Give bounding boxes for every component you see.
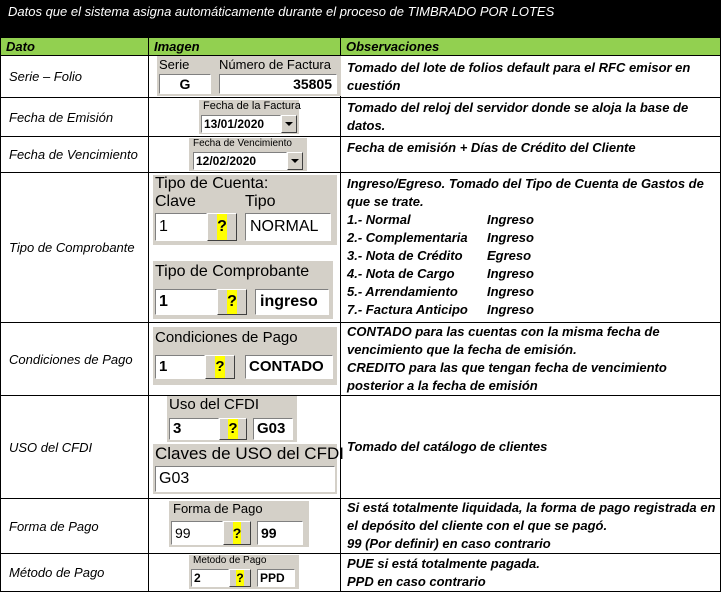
obs-metodo: [341, 554, 721, 592]
image-forma: [149, 499, 341, 554]
table-row: [1, 173, 721, 323]
obs-condiciones-contado: CONTADO para las cuentas con la misma fecha de vencimiento que la fecha de emisión.: [347, 324, 660, 357]
header-dato: Dato: [1, 38, 149, 56]
emision-date-field[interactable]: 13/01/2020: [201, 115, 281, 133]
list-item-name: 4.- Nota de Cargo: [347, 266, 455, 281]
dato-condiciones: Condiciones de Pago: [1, 323, 149, 396]
condiciones-panel: [153, 327, 337, 385]
question-icon: ?: [233, 522, 242, 544]
clave-label: Clave: [155, 193, 196, 210]
table-row: [1, 396, 721, 499]
dato-comprobante: Tipo de Comprobante: [1, 173, 149, 323]
image-emision: [149, 98, 341, 137]
list-item-kind: Ingreso: [487, 266, 534, 281]
header-observaciones: Observaciones: [341, 38, 721, 56]
table-row: [1, 554, 721, 592]
info-table: [0, 37, 721, 592]
obs-forma-liquidada: Si está totalmente liquidada, la forma de pago registrada en el depósito del cliente con el que se pagó.: [347, 500, 716, 533]
question-icon: ?: [236, 571, 244, 585]
cuenta-label: Tipo de Cuenta:: [155, 175, 269, 192]
list-item-name: 7.- Factura Anticipo: [347, 302, 468, 317]
obs-forma: [341, 499, 721, 554]
claves-cfdi-label: Claves de USO del CFDI: [155, 444, 344, 463]
obs-forma-contrario: 99 (Por definir) en caso contrario: [347, 536, 551, 551]
chevron-down-icon[interactable]: [287, 152, 303, 170]
forma-panel: [169, 501, 309, 547]
vencimiento-panel: [189, 138, 307, 171]
dato-vencimiento: Fecha de Vencimiento: [1, 137, 149, 173]
search-button[interactable]: [217, 289, 247, 315]
folio-field[interactable]: 35805: [219, 74, 337, 94]
tipo-label: Tipo: [245, 193, 276, 210]
cuenta-clave-field[interactable]: 1: [155, 213, 207, 241]
metodo-clave-field[interactable]: 2: [191, 569, 229, 587]
cfdi-label: Uso del CFDI: [169, 396, 260, 413]
header-row: [1, 38, 721, 56]
dato-metodo: Método de Pago: [1, 554, 149, 592]
image-comprobante: [149, 173, 341, 323]
cuenta-panel: [153, 175, 337, 245]
question-icon: ?: [215, 356, 224, 378]
emision-label: Fecha de la Factura: [203, 100, 301, 112]
cfdi-panel: [167, 396, 297, 442]
cfdi-clave-field[interactable]: 3: [169, 418, 219, 440]
dato-emision: Fecha de Emisión: [1, 98, 149, 137]
dato-forma: Forma de Pago: [1, 499, 149, 554]
list-item-name: 1.- Normal: [347, 212, 411, 227]
list-item-name: 3.- Nota de Crédito: [347, 248, 463, 263]
condiciones-clave-field[interactable]: 1: [155, 355, 205, 379]
obs-metodo-ppd: PPD en caso contrario: [347, 573, 486, 589]
table-row: [1, 499, 721, 554]
list-item-kind: Ingreso: [487, 212, 534, 227]
obs-comprobante-intro: Ingreso/Egreso. Tomado del Tipo de Cuenta de Gastos de que se trate.: [347, 176, 704, 209]
obs-vencimiento: Fecha de emisión + Días de Crédito del Cliente: [341, 137, 721, 173]
search-button[interactable]: [219, 418, 247, 440]
question-icon: ?: [217, 214, 227, 240]
serie-field[interactable]: G: [159, 74, 211, 94]
search-button[interactable]: [223, 521, 251, 545]
metodo-panel: [189, 555, 299, 589]
comprobante-clave-field[interactable]: 1: [155, 289, 217, 315]
cuenta-tipo-field[interactable]: NORMAL: [245, 213, 331, 241]
emision-panel: [199, 100, 299, 134]
condiciones-label: Condiciones de Pago: [155, 329, 298, 346]
forma-value-field[interactable]: 99: [257, 521, 303, 545]
claves-cfdi-panel: [153, 444, 344, 494]
serie-label: Serie: [159, 57, 190, 72]
search-button[interactable]: [229, 569, 251, 587]
tipo-list: [347, 211, 720, 319]
condiciones-value-field[interactable]: CONTADO: [245, 355, 333, 379]
dato-cfdi: USO del CFDI: [1, 396, 149, 499]
metodo-label: Metodo de Pago: [193, 555, 267, 566]
list-item-kind: Ingreso: [487, 230, 534, 245]
list-item-kind: Egreso: [487, 248, 532, 263]
obs-emision: Tomado del reloj del servidor donde se aloja la base de datos.: [341, 98, 721, 137]
obs-metodo-pue: PUE si está totalmente pagada.: [347, 555, 540, 571]
table-row: [1, 137, 721, 173]
header-imagen: Imagen: [149, 38, 341, 56]
table-row: [1, 323, 721, 396]
obs-cfdi: Tomado del catálogo de clientes: [341, 396, 721, 499]
image-cfdi: [149, 396, 344, 499]
vencimiento-label: Fecha de Vencimiento: [193, 138, 292, 149]
search-button[interactable]: [207, 213, 237, 241]
cfdi-value-field[interactable]: G03: [253, 418, 293, 440]
image-metodo: [149, 554, 341, 592]
serie-panel: [157, 56, 341, 96]
list-item-name: 5.- Arrendamiento: [347, 284, 458, 299]
comprobante-label: Tipo de Comprobante: [155, 263, 310, 280]
table-row: [1, 98, 721, 137]
page-title: Datos que el sistema asigna automáticamente durante el proceso de TIMBRADO POR LOTES: [0, 0, 721, 37]
chevron-down-icon[interactable]: [281, 115, 297, 133]
image-condiciones: [149, 323, 341, 396]
image-serie: [149, 56, 341, 98]
claves-cfdi-field[interactable]: G03: [155, 466, 335, 492]
obs-condiciones-credito: CREDITO para las que tengan fecha de vencimiento posterior a la fecha de emisión: [347, 360, 667, 393]
question-icon: ?: [228, 420, 238, 437]
list-item-name: 2.- Complementaria: [347, 230, 468, 245]
obs-serie: Tomado del lote de folios default para el RFC emisor en cuestión: [341, 56, 721, 98]
vencimiento-date-field[interactable]: 12/02/2020: [193, 152, 287, 170]
search-button[interactable]: [205, 355, 235, 379]
obs-comprobante: [341, 173, 721, 323]
image-vencimiento: [149, 137, 341, 173]
metodo-value-field[interactable]: PPD: [257, 569, 295, 587]
question-icon: ?: [227, 290, 237, 314]
comprobante-panel: [153, 261, 333, 319]
folio-label: Número de Factura: [219, 57, 331, 72]
forma-clave-field[interactable]: 99: [171, 521, 223, 545]
obs-condiciones: [341, 323, 721, 396]
forma-label: Forma de Pago: [173, 501, 263, 516]
list-item-kind: Ingreso: [487, 284, 534, 299]
table-row: [1, 56, 721, 98]
comprobante-value-field[interactable]: ingreso: [255, 289, 329, 315]
list-item-kind: Ingreso: [487, 302, 534, 317]
dato-serie: Serie – Folio: [1, 56, 149, 98]
